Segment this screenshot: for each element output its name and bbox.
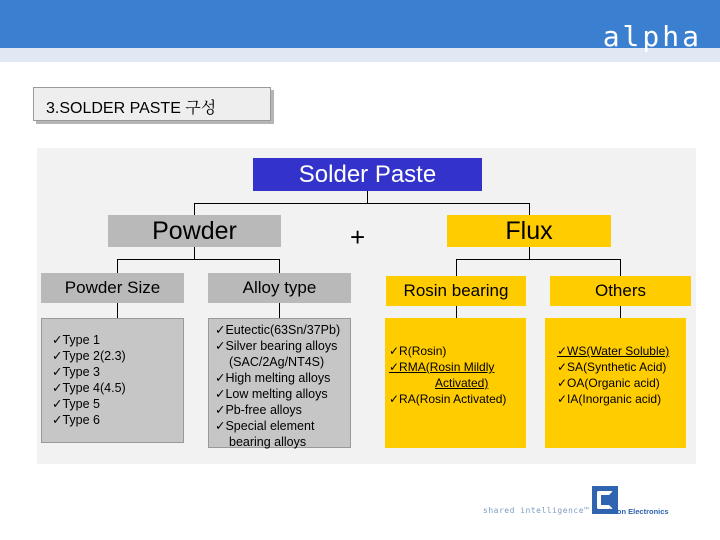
list-item: ✓R(Rosin) <box>389 344 447 358</box>
list-item: ✓WS(Water Soluble) <box>557 344 670 358</box>
list-item: ✓Type 2(2.3) <box>52 349 126 363</box>
slide-title-box <box>33 87 271 121</box>
list-item-continuation: (SAC/2Ag/NT4S) <box>229 355 325 369</box>
alloy-type-node: Alloy type <box>208 273 351 303</box>
list-item: ✓Type 5 <box>52 397 100 411</box>
brand-logo-text: alpha <box>602 20 702 53</box>
flux-node: Flux <box>447 215 611 247</box>
list-item: ✓Type 4(4.5) <box>52 381 126 395</box>
connector-ot-list <box>620 306 621 318</box>
list-item-continuation: Activated) <box>435 376 489 390</box>
connector-others <box>620 259 621 276</box>
connector-flux-bar <box>456 259 620 260</box>
list-item: ✓OA(Organic acid) <box>557 376 660 390</box>
list-item: ✓Type 1 <box>52 333 100 347</box>
connector-rb-list <box>456 306 457 318</box>
list-item: ✓IA(Inorganic acid) <box>557 392 662 406</box>
plus-sign: + <box>350 222 366 252</box>
list-item: ✓Type 6 <box>52 413 100 427</box>
others-node: Others <box>550 276 691 306</box>
slide-title: 3.SOLDER PASTE 구성 <box>46 100 217 117</box>
connector-ps-list <box>117 303 118 318</box>
list-item: ✓Type 3 <box>52 365 100 379</box>
connector-powder-down <box>194 247 195 259</box>
list-item: ✓Eutectic(63Sn/37Pb) <box>215 323 341 337</box>
list-item: ✓Special element <box>215 419 315 433</box>
powder-size-list <box>41 318 184 443</box>
connector-at-list <box>279 303 280 318</box>
rosin-bearing-list <box>385 318 526 448</box>
list-item: ✓High melting alloys <box>215 371 331 385</box>
list-item: ✓Low melting alloys <box>215 387 328 401</box>
alloy-type-list <box>208 318 351 448</box>
powder-size-node: Powder Size <box>41 273 184 303</box>
list-item: ✓RA(Rosin Activated) <box>389 392 507 406</box>
list-item: ✓Silver bearing alloys <box>215 339 338 353</box>
rosin-bearing-node: Rosin bearing <box>386 276 526 306</box>
footer-tagline: shared intelligence™ <box>483 506 590 515</box>
list-item: ✓RMA(Rosin Mildly <box>389 360 495 374</box>
connector-top-bar <box>194 203 530 204</box>
others-list <box>545 318 686 448</box>
solder-paste-node: Solder Paste <box>253 158 482 191</box>
connector-powder-bar <box>117 259 279 260</box>
list-item-continuation: bearing alloys <box>229 435 307 449</box>
connector-rosin <box>456 259 457 276</box>
connector-alloy-type <box>279 259 280 273</box>
connector-powder-up <box>194 203 195 215</box>
connector-powder-size <box>117 259 118 273</box>
connector-root-down <box>367 191 368 203</box>
connector-flux-down <box>529 247 530 259</box>
powder-node: Powder <box>108 215 281 247</box>
list-item: ✓SA(Synthetic Acid) <box>557 360 667 374</box>
company-name: Cookson Electronics <box>594 507 669 516</box>
connector-flux-up <box>529 203 530 215</box>
list-item: ✓Pb-free alloys <box>215 403 302 417</box>
